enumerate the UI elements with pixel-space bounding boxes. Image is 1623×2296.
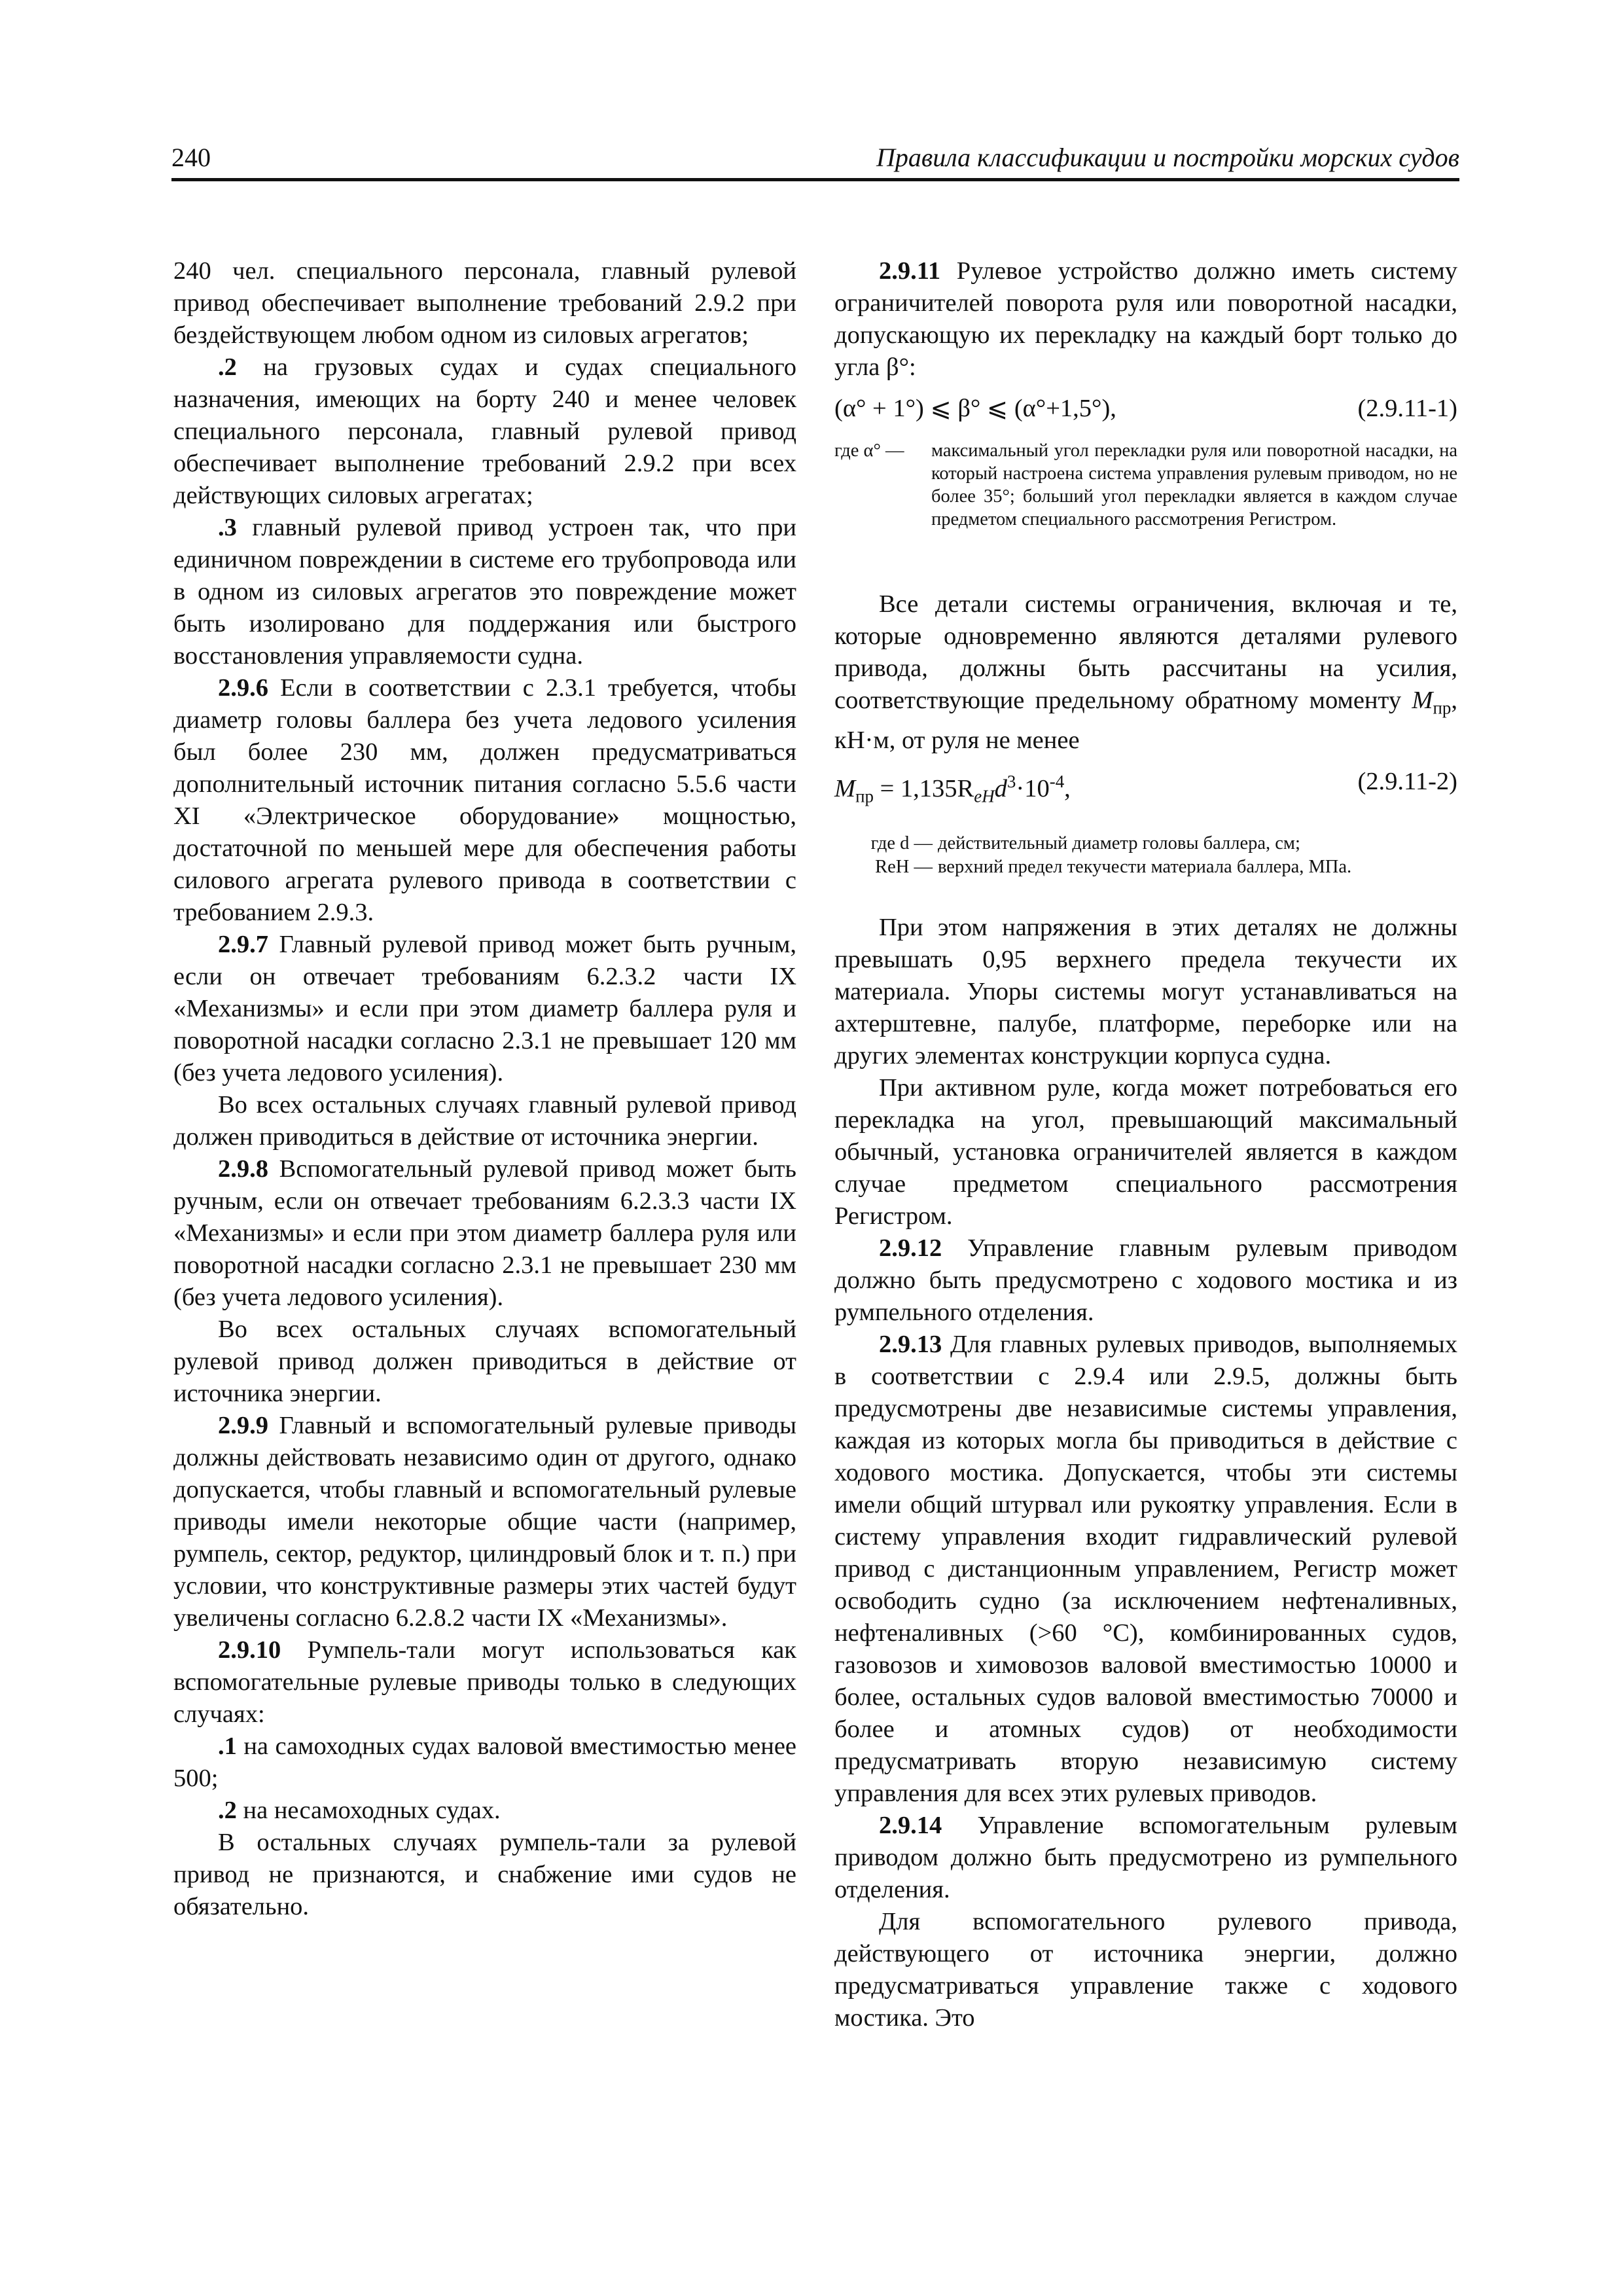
paragraph: 2.9.12 Управление главным рулевым приводом должно быть предусмотрено с ходового мостика и из румпельного отделения.	[834, 1234, 1457, 1327]
paragraph: 2.9.11 Рулевое устройство должно иметь систему ограничителей поворота руля или поворотной насадки, допускающую их перекладку на каждый борт только до угла β°:	[834, 257, 1457, 381]
paragraph: Во всех остальных случаях вспомогательный рулевой привод должен приводиться в действие от источника энергии.	[173, 1316, 796, 1407]
paragraph: При этом напряжения в этих деталях не должны превышать 0,95 верхнего предела текучести их материала. Упоры системы могут устанавливаться на ахтерштевне, палубе, платформе, переборке или на других элементах конструкции корпуса судна.	[834, 914, 1457, 1070]
paragraph: 2.9.13 Для главных рулевых приводов, выполняемых в соответствии с 2.9.4 или 2.9.5, должны быть предусмотрены две независимые системы управления, каждая из которых могла бы приводиться в действие с ходового мостика. Допускается, чтобы эти системы имели общий штурвал или рукоятку управления. Если в систему управления входит гидравлический рулевой привод с дистанционным управлением, Регистр может освободить судно (за исключением нефтеналивных, нефтеналивных (>60 °С), комбинированных судов, газовозов и химовозов валовой вместимостью 10000 и более, остальных судов валовой вместимостью 70000 и более и атомных судов) от необходимости предусматривать вторую независимую систему управления для всех этих рулевых приводов.	[834, 1331, 1457, 1808]
equation-body: $M_{пр} = 1,135R_{eH}d^3\cdot 10^{-4}$,	[834, 771, 1071, 806]
legend-symbol: где α° —	[834, 440, 904, 461]
running-title: Правила классификации и постройки морских судов	[876, 143, 1459, 172]
legend-text: максимальный угол перекладки руля или поворотной насадки, на который настроена система управления рулевым приводом, но не более 35°; больший угол перекладки является в каждом случае предметом специального рассмотрения Регистром.	[931, 440, 1457, 529]
paragraph: .1 на самоходных судах валовой вместимостью менее 500;	[173, 1732, 796, 1792]
page-header	[171, 137, 1459, 181]
equation-legend	[834, 832, 1457, 879]
legend-text: действительный диаметр головы баллера, см;	[938, 833, 1300, 854]
equation-number: (2.9.11-2)	[1357, 767, 1457, 795]
paragraph: .2 на грузовых судах и судах специального назначения, имеющих на борту 240 и менее человек специального персонала, главный рулевой привод обеспечивает выполнение требований 2.9.2 при всех действующих силовых агрегатах;	[173, 353, 796, 509]
paragraph: Для вспомогательного рулевого привода, действующего от источника энергии, должно предусматриваться управление также с ходового мостика. Это	[834, 1908, 1457, 2032]
equation-2-9-11-2	[834, 766, 1457, 813]
paragraph: 240 чел. специального персонала, главный рулевой привод обеспечивает выполнение требований 2.9.2 при бездействующем любом одном из силовых агрегатов;	[173, 257, 796, 349]
legend-symbol: где d —	[870, 833, 933, 854]
paragraph: 2.9.7 Главный рулевой привод может быть ручным, если он отвечает требованиям 6.2.3.2 части IX «Механизмы» и если при этом диаметр баллера руля и поворотной насадки согласно 2.3.1 не превышает 120 мм (без учета ледового усиления).	[173, 931, 796, 1086]
paragraph: .3 главный рулевой привод устроен так, что при единичном повреждении в системе его трубопровода или в одном из силовых агрегатов это повреждение может быть изолировано для поддержания или быстрого восстановления управляемости судна.	[173, 514, 796, 670]
paragraph: При активном руле, когда может потребоваться его перекладка на угол, превышающий максимальный обычный, установка ограничителей является в каждом случае предметом специального рассмотрения Регистром.	[834, 1074, 1457, 1230]
equation-body: (α° + 1°) ⩽ β° ⩽ (α°+1,5°),	[834, 395, 1116, 422]
paragraph: 2.9.14 Управление вспомогательным рулевым приводом должно быть предусмотрено из румпельного отделения.	[834, 1812, 1457, 1904]
clause-number: 2.9.12	[879, 1234, 942, 1263]
paragraph: .2 на несамоходных судах.	[218, 1797, 501, 1824]
page-number: 240	[171, 143, 211, 172]
legend-text: верхний предел текучести материала баллера, МПа.	[938, 857, 1352, 878]
equation-legend	[834, 439, 1457, 531]
clause-number: 2.9.8	[218, 1155, 268, 1183]
paragraph: 2.9.10 Румпель-тали могут использоваться как вспомогательные рулевые приводы только в следующих случаях:	[173, 1636, 796, 1728]
right-column	[834, 255, 1457, 2034]
clause-number: 2.9.9	[218, 1412, 268, 1439]
clause-number: .2	[218, 353, 237, 381]
equation-number: (2.9.11-1)	[1357, 395, 1457, 422]
paragraph: 2.9.6 Если в соответствии с 2.3.1 требуется, чтобы диаметр головы баллера без учета ледового усиления был более 230 мм, должен предусматриваться дополнительный источник питания согласно 5.5.6 части XI «Электрическое оборудование» мощностью, достаточной по меньшей мере для обеспечения работы силового агрегата рулевого привода в соответствии с требованием 2.9.3.	[173, 674, 796, 926]
legend-symbol: ReH —	[875, 857, 933, 878]
paragraph: Все детали системы ограничения, включая и те, которые одновременно являются деталями рулевого привода, должны быть рассчитаны на усилия, соответствующие предельному обратному моменту $M_{пр}$, кН·м, от руля не менее	[834, 590, 1457, 754]
paragraph: 2.9.8 Вспомогательный рулевой привод может быть ручным, если он отвечает требованиям 6.2.3.3 части IX «Механизмы» и если при этом диаметр баллера руля или поворотной насадки согласно 2.3.1 не превышает 230 мм (без учета ледового усиления).	[173, 1155, 796, 1311]
clause-number: 2.9.11	[879, 257, 941, 285]
clause-number: .1	[218, 1732, 237, 1760]
clause-number: 2.9.13	[879, 1331, 942, 1359]
clause-number: 2.9.14	[879, 1812, 942, 1840]
paragraph: Во всех остальных случаях главный рулевой привод должен приводиться в действие от источника энергии.	[173, 1091, 796, 1151]
equation-2-9-11-1	[834, 393, 1457, 425]
left-column	[173, 255, 796, 1923]
clause-number: 2.9.10	[218, 1636, 281, 1664]
paragraph: В остальных случаях румпель-тали за рулевой привод не признаются, и снабжение ими судов не обязательно.	[173, 1829, 796, 1920]
clause-number: 2.9.6	[218, 674, 268, 702]
clause-number: .2	[218, 1797, 237, 1824]
paragraph: 2.9.9 Главный и вспомогательный рулевые приводы должны действовать независимо один от другого, однако допускается, чтобы главный и вспомогательный рулевые приводы имели некоторые общие части (например, румпель, сектор, редуктор, цилиндровый блок и т. п.) при условии, что конструктивные размеры этих частей будут увеличены согласно 6.2.8.2 части IX «Механизмы».	[173, 1412, 796, 1632]
clause-number: .3	[218, 514, 237, 541]
clause-number: 2.9.7	[218, 931, 268, 958]
